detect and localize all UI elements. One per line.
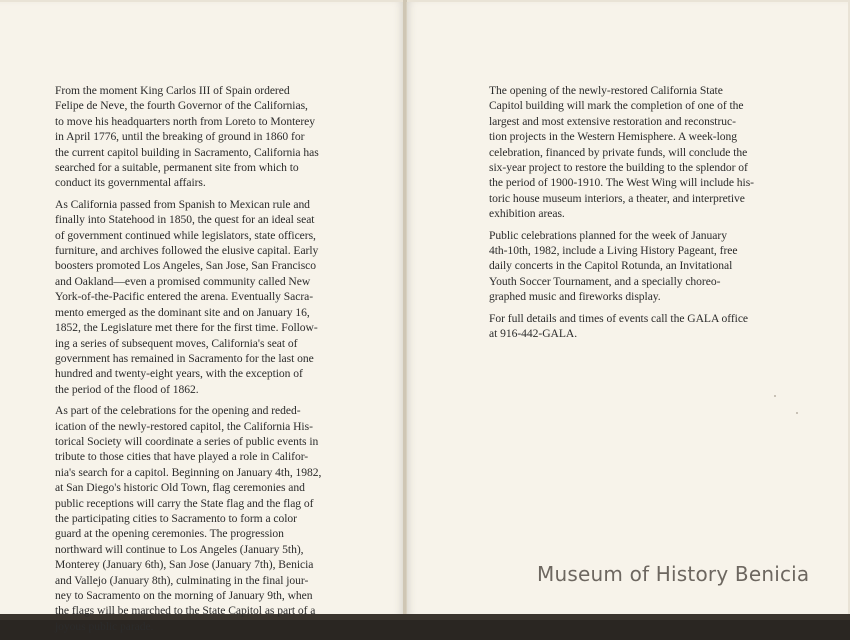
text-line: ing a series of subsequent moves, California's seat of (55, 336, 298, 350)
text-line: nia's search for a capitol. Beginning on January 4th, 1982, (55, 465, 322, 479)
text-line: The opening of the newly-restored California State (489, 84, 723, 97)
paper-speck (774, 395, 776, 397)
text-line: 4th-10th, 1982, include a Living History Pageant, free (489, 244, 738, 258)
text-line: celebration, financed by private funds, will conclude the (489, 145, 748, 159)
text-line: Capitol building will mark the completion of one of the (489, 99, 744, 113)
text-line: the period of the flood of 1862. (55, 382, 199, 396)
text-line: tion projects in the Western Hemisphere. A week-long (489, 130, 738, 144)
text-line: joyous public parade. (55, 619, 154, 633)
text-line: hundred and twenty-eight years, with the exception of (55, 367, 303, 381)
paper-speck (796, 412, 798, 414)
text-line: Public celebrations planned for the week of January (489, 228, 727, 242)
paragraph (40, 403, 346, 634)
text-line: and Vallejo (January 8th), culminating in the final jour- (55, 573, 309, 587)
text-line: to move his headquarters north from Loreto to Monterey (55, 114, 316, 128)
right-text-column (474, 83, 772, 348)
text-line: Monterey (January 6th), San Jose (January 7th), Benicia (55, 558, 314, 572)
text-line: ney to Sacramento on the morning of January 9th, when (55, 589, 313, 602)
text-line: northward will continue to Los Angeles (January 5th), (55, 542, 304, 556)
text-line: tribute to those cities that have played a role in Califor- (55, 450, 309, 464)
text-line: As part of the celebrations for the opening and reded- (55, 404, 301, 418)
text-line: guard at the opening ceremonies. The progression (55, 527, 284, 541)
text-line: searched for a suitable, permanent site from which to (55, 161, 299, 175)
text-line: Felipe de Neve, the fourth Governor of the Californias, (55, 99, 308, 113)
paragraph (474, 311, 772, 342)
text-line: graphed music and fireworks display. (489, 290, 661, 304)
text-line: finally into Statehood in 1850, the quest for an ideal seat (55, 213, 315, 227)
text-line: conduct its governmental affairs. (55, 176, 206, 190)
text-line: six-year project to restore the building to the splendor of (489, 161, 748, 175)
text-line: 1852, the Legislature met there for the first time. Follow- (55, 321, 318, 335)
text-line: ication of the newly-restored capitol, the California His- (55, 419, 313, 433)
text-line: furniture, and archives followed the elusive capital. Early (55, 244, 319, 258)
text-line: For full details and times of events call the GALA office (489, 311, 749, 325)
museum-watermark: Museum of History Benicia (537, 562, 810, 586)
text-line: As California passed from Spanish to Mexican rule and (55, 197, 310, 211)
text-line: at San Diego's historic Old Town, flag ceremonies and (55, 481, 305, 495)
paragraph (474, 228, 772, 305)
text-line: at 916-442-GALA. (489, 327, 578, 341)
left-text-column (40, 83, 346, 640)
text-line: the participating cities to Sacramento to form a color (55, 511, 297, 525)
text-line: exhibition areas. (489, 207, 565, 221)
text-line: the current capitol building in Sacramento, California has (55, 145, 319, 159)
text-line: mento emerged as the dominant site and on January 16, (55, 305, 310, 319)
text-line: public receptions will carry the State flag and the flag of (55, 496, 314, 510)
text-line: of government continued while legislators, state officers, (55, 228, 316, 242)
text-line: York-of-the-Pacific entered the arena. Eventually Sacra- (55, 290, 314, 304)
text-line: in April 1776, until the breaking of ground in 1860 for (55, 130, 305, 144)
paragraph (40, 197, 346, 397)
text-line: daily concerts in the Capitol Rotunda, an Invitational (489, 259, 733, 273)
text-line: torical Society will coordinate a series of public events in (55, 434, 319, 448)
text-line: boosters promoted Los Angeles, San Jose, San Francisco (55, 259, 317, 273)
paragraph (40, 83, 346, 191)
text-line: government has remained in Sacramento for the last one (55, 351, 314, 365)
text-line: From the moment King Carlos III of Spain ordered (55, 84, 290, 97)
text-line: Youth Soccer Tournament, and a specially choreo- (489, 274, 721, 288)
text-line: toric house museum interiors, a theater, and interpretive (489, 191, 745, 205)
paragraph (474, 83, 772, 222)
text-line: largest and most extensive restoration and reconstruc- (489, 114, 736, 128)
text-line: the flags will be marched to the State Capitol as part of a (55, 604, 316, 618)
text-line: and Oakland—even a promised community called New (55, 274, 311, 288)
text-line: the period of 1900-1910. The West Wing will include his- (489, 176, 754, 190)
